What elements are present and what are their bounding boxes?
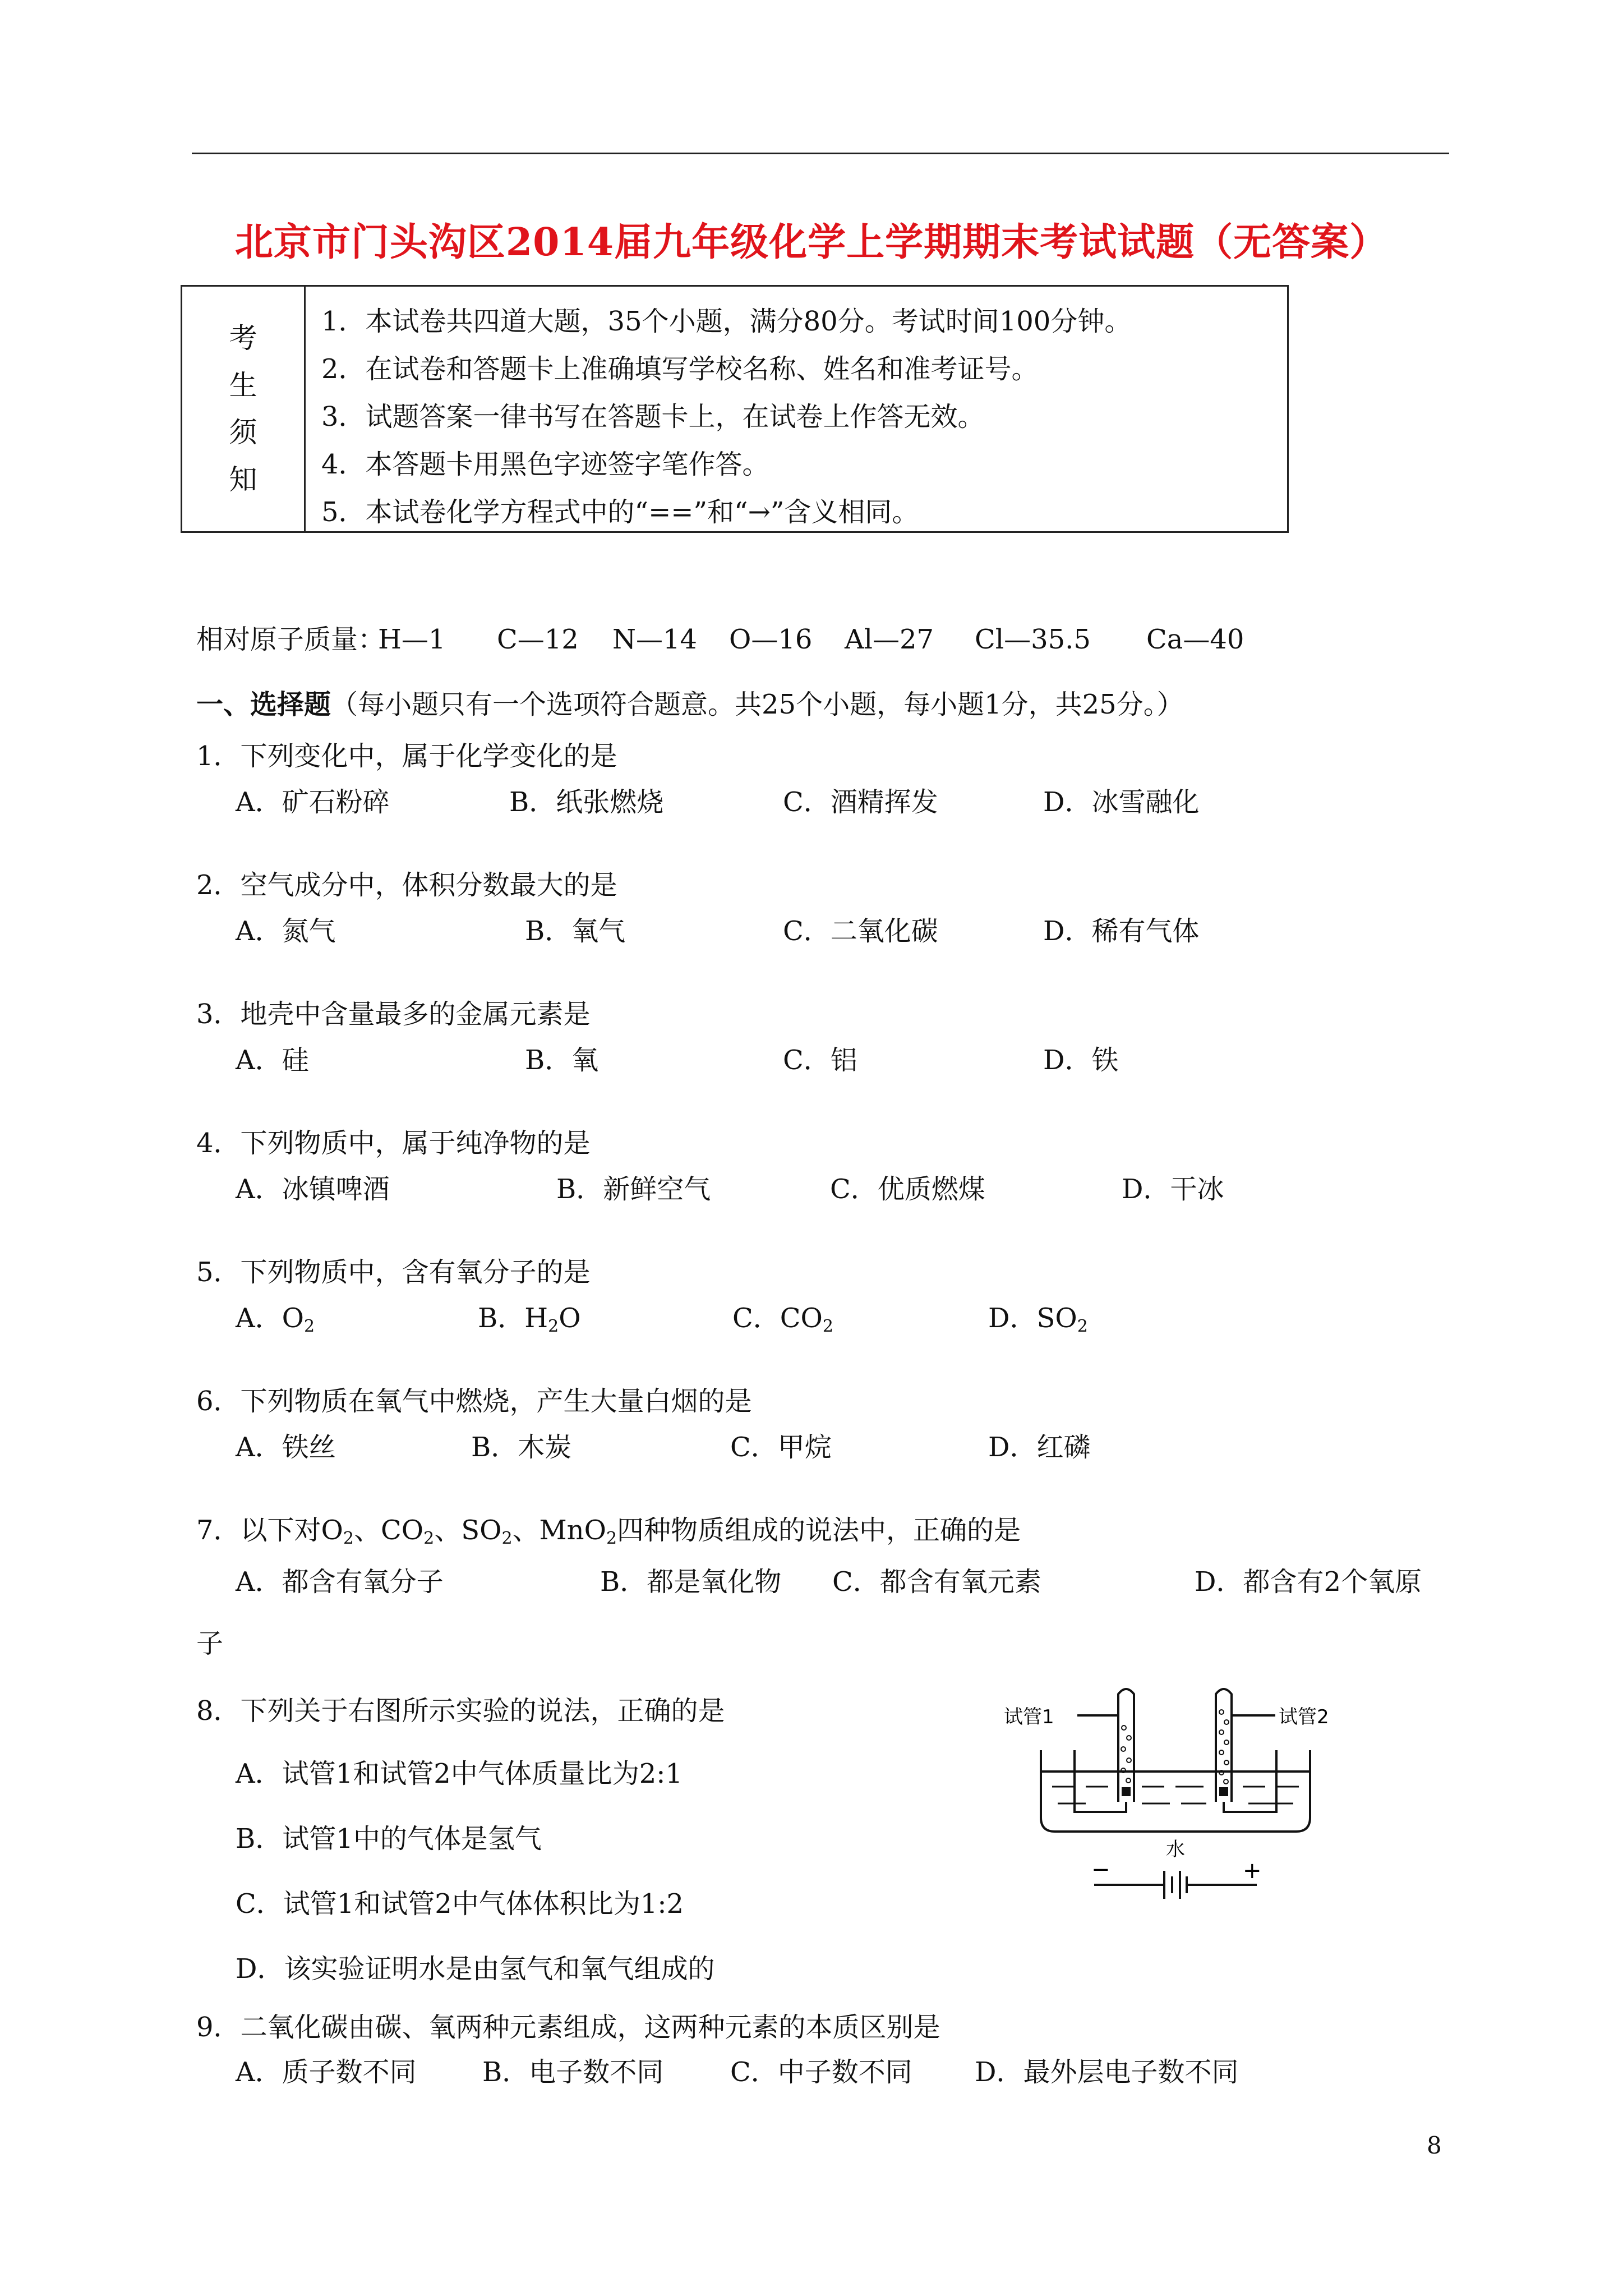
notice-item: 4．本答题卡用黑色字迹签字笔作答。: [321, 449, 769, 480]
tube1-label: 试管1: [1004, 1706, 1054, 1728]
question-stem: 1．下列变化中，属于化学变化的是: [196, 740, 617, 772]
option-b: B．试管1中的气体是氢气: [236, 1823, 542, 1855]
option-d-wrap: 子: [196, 1628, 224, 1659]
option-a: A．硅: [236, 1045, 309, 1076]
atomic-mass-value: C—12: [497, 624, 579, 655]
option-b: B．都是氧化物: [600, 1566, 782, 1598]
electrode-right: [1219, 1787, 1228, 1796]
atomic-mass-value: Ca—40: [1146, 624, 1244, 655]
notice-heading: [182, 287, 306, 531]
option-b: B．纸张燃烧: [509, 786, 664, 818]
atomic-mass-value: O—16: [729, 624, 813, 655]
option-a: A．氮气: [236, 915, 336, 947]
water-label: 水: [1166, 1838, 1185, 1861]
atomic-mass-label: 相对原子质量：: [196, 624, 385, 655]
option-d: D．干冰: [1122, 1174, 1224, 1205]
page-number: 8: [1427, 2132, 1442, 2159]
option-a: A．矿石粉碎: [236, 786, 390, 818]
option-c: C．铝: [783, 1045, 857, 1076]
atomic-mass-value: Cl—35.5: [975, 624, 1091, 655]
question-stem: 2．空气成分中，体积分数最大的是: [196, 869, 617, 901]
notice-heading-char: 考: [229, 322, 257, 355]
atomic-mass-value: H—1: [378, 624, 446, 655]
header-rule: [192, 153, 1449, 154]
option-b: B．氧气: [525, 915, 626, 947]
test-tube-1: [1118, 1689, 1134, 1802]
option-a: A．试管1和试管2中气体质量比为2:1: [236, 1758, 683, 1789]
page-title: 北京市门头沟区2014届九年级化学上学期期末考试试题（无答案）: [234, 220, 1389, 265]
question-stem: 9．二氧化碳由碳、氧两种元素组成，这两种元素的本质区别是: [196, 2012, 940, 2043]
option-b: B．新鲜空气: [556, 1174, 711, 1205]
option-c: C．中子数不同: [730, 2056, 912, 2088]
positive-terminal: +: [1243, 1858, 1262, 1884]
atomic-mass-value: N—14: [612, 624, 698, 655]
option-a: A．冰镇啤酒: [236, 1174, 390, 1205]
notice-heading-char: 须: [229, 416, 257, 449]
option-b: B．电子数不同: [482, 2056, 664, 2088]
option-c: C．试管1和试管2中气体体积比为1:2: [236, 1888, 684, 1920]
question-stem: 3．地壳中含量最多的金属元素是: [196, 999, 591, 1030]
test-tube-2: [1216, 1689, 1232, 1802]
option-c: C．都含有氧元素: [832, 1566, 1041, 1598]
option-d: D．冰雪融化: [1043, 786, 1200, 818]
section-note: （每小题只有一个选项符合题意。共25个小题，每小题1分，共25分。）: [331, 689, 1184, 720]
section-heading: [196, 688, 1184, 721]
section-label: 一、选择题: [196, 689, 331, 720]
option-d: D．都含有2个氧原: [1195, 1566, 1422, 1598]
negative-terminal: −: [1091, 1857, 1110, 1883]
option-d: D．铁: [1043, 1045, 1119, 1076]
notice-item: 5．本试卷化学方程式中的“==”和“→”含义相同。: [321, 496, 919, 528]
option-c: C．二氧化碳: [783, 915, 938, 947]
option-a: A．$O_2$: [236, 1303, 315, 1336]
option-d: D．$SO_2$: [988, 1303, 1088, 1336]
option-b: B．氧: [525, 1045, 599, 1076]
question-stem: 7．以下对$O_2$、$CO_2$、$SO_2$、MnO$_2$四种物质组成的说法中，正确的是: [196, 1515, 1021, 1548]
electrode-left: [1122, 1787, 1131, 1796]
option-a: A．铁丝: [236, 1432, 336, 1463]
notice-item: 3．试题答案一律书写在答题卡上，在试卷上作答无效。: [321, 401, 985, 432]
option-b: B．木炭: [471, 1432, 572, 1463]
question-stem: 8．下列关于右图所示实验的说法，正确的是: [196, 1695, 725, 1727]
question-stem: 4．下列物质中，属于纯净物的是: [196, 1128, 591, 1159]
notice-heading-char: 知: [229, 463, 257, 496]
atomic-mass-value: Al—27: [845, 624, 934, 655]
option-c: C．甲烷: [730, 1432, 832, 1463]
option-c: C．优质燃煤: [830, 1174, 985, 1205]
option-d: D．稀有气体: [1043, 915, 1200, 947]
option-a: A．质子数不同: [236, 2056, 417, 2088]
option-c: C．$CO_2$: [732, 1303, 833, 1336]
notice-heading-char: 生: [229, 369, 257, 402]
water-trough: [1041, 1750, 1310, 1832]
option-a: A．都含有氧分子: [236, 1566, 444, 1598]
tube2-label: 试管2: [1279, 1706, 1329, 1728]
option-b: B．$H_2O$: [478, 1303, 581, 1336]
electrolysis-diagram: [1002, 1677, 1349, 1913]
question-stem: 5．下列物质中，含有氧分子的是: [196, 1257, 591, 1288]
exam-notice-box: [181, 285, 1289, 533]
option-d: D．红磷: [988, 1432, 1091, 1463]
notice-item: 1．本试卷共四道大题，35个小题，满分80分。考试时间100分钟。: [321, 306, 1132, 337]
question-stem: 6．下列物质在氧气中燃烧，产生大量白烟的是: [196, 1386, 752, 1417]
option-c: C．酒精挥发: [783, 786, 938, 818]
notice-list: [321, 298, 1281, 536]
option-d: D．最外层电子数不同: [975, 2056, 1239, 2088]
option-d: D．该实验证明水是由氢气和氧气组成的: [236, 1953, 715, 1985]
notice-item: 2．在试卷和答题卡上准确填写学校名称、姓名和准考证号。: [321, 353, 1039, 385]
